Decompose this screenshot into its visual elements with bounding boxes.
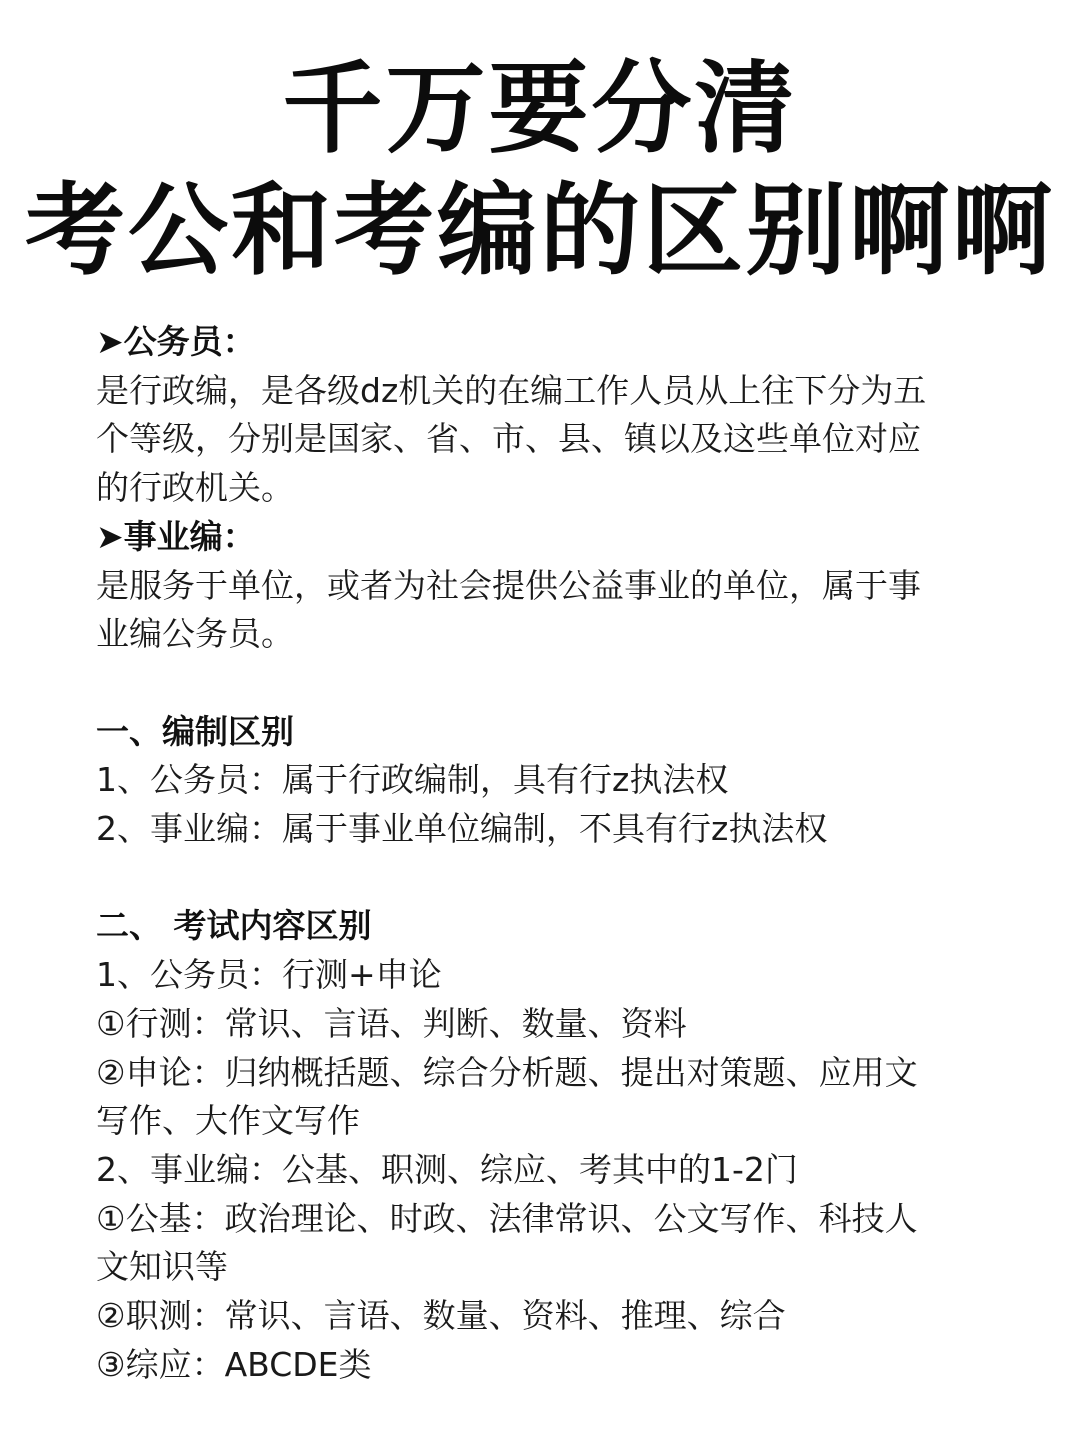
paragraph-line: 是行政编，是各级dz机关的在编工作人员从上往下分为五 xyxy=(96,370,927,410)
article-body xyxy=(96,318,996,1389)
paragraph-line: 的行政机关。 xyxy=(96,468,294,508)
list-item: ②职测：常识、言语、数量、资料、推理、综合 xyxy=(96,1296,786,1336)
institution-heading: ➤事业编： xyxy=(96,516,256,556)
list-item: 2、事业编：公基、职测、综应、考其中的1-2门 xyxy=(96,1149,798,1189)
section-establishment xyxy=(96,708,996,854)
list-item: 1、公务员：属于行政编制，具有行z执法权 xyxy=(96,760,729,800)
list-item: ①行测：常识、言语、判断、数量、资料 xyxy=(96,1003,687,1043)
page-title xyxy=(0,48,1080,292)
section-heading: 一、编制区别 xyxy=(96,711,294,751)
title-line-1: 千万要分清 xyxy=(282,50,798,167)
list-item: 文知识等 xyxy=(96,1247,228,1287)
title-line-2: 考公和考编的区别啊啊 xyxy=(25,172,1055,289)
list-item: 1、公务员：行测+申论 xyxy=(96,955,442,995)
spacer xyxy=(96,659,996,708)
spacer xyxy=(96,854,996,903)
list-item: 2、事业编：属于事业单位编制，不具有行z执法权 xyxy=(96,809,828,849)
list-item: 写作、大作文写作 xyxy=(96,1101,360,1141)
section-heading: 二、 考试内容区别 xyxy=(96,906,372,946)
list-item: ②申论：归纳概括题、综合分析题、提出对策题、应用文 xyxy=(96,1052,918,1092)
paragraph-line: 是服务于单位，或者为社会提供公益事业的单位，属于事 xyxy=(96,565,921,605)
list-item: ③综应：ABCDE类 xyxy=(96,1344,372,1384)
section-exam-content xyxy=(96,902,996,1389)
intro-section xyxy=(96,318,996,659)
list-item: ①公基：政治理论、时政、法律常识、公文写作、科技人 xyxy=(96,1198,918,1238)
paragraph-line: 业编公务员。 xyxy=(96,614,294,654)
civil-servant-heading: ➤公务员： xyxy=(96,322,256,361)
paragraph-line: 个等级，分别是国家、省、市、县、镇以及这些单位对应 xyxy=(96,419,921,459)
